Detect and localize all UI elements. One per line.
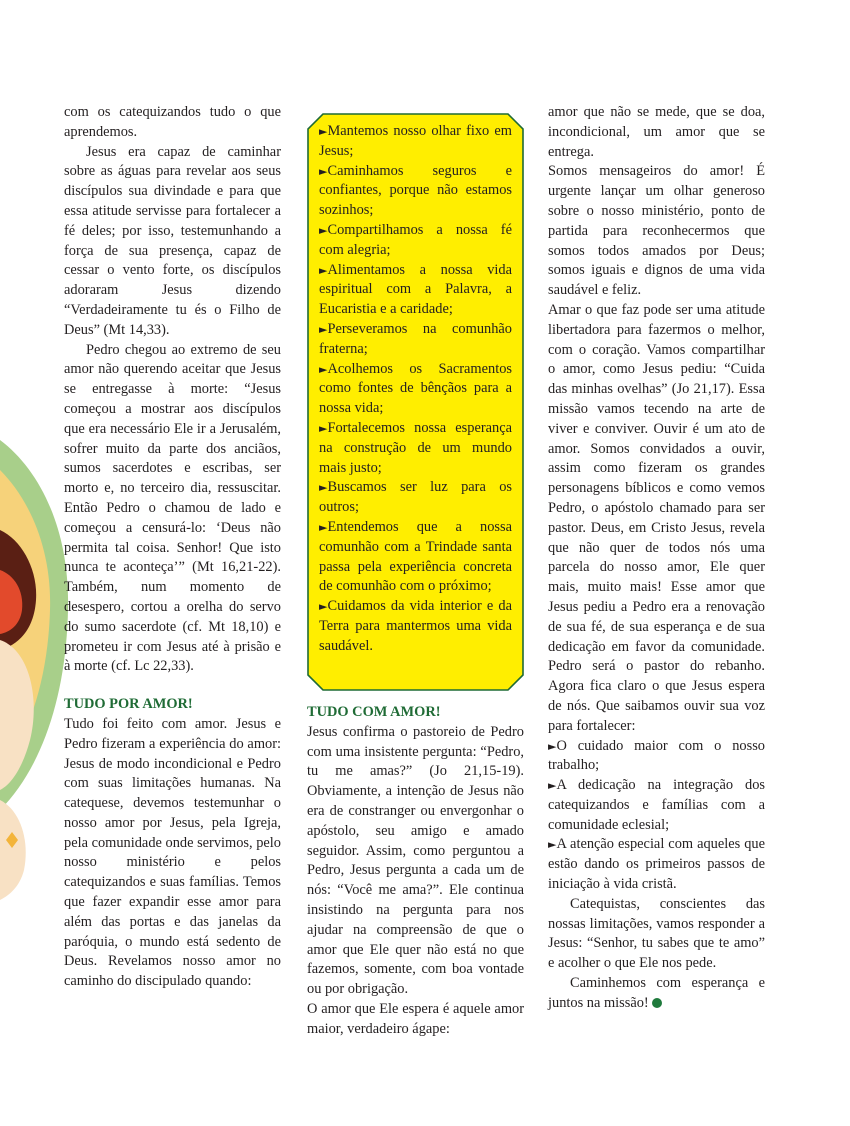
triangle-bullet-icon: ► bbox=[319, 223, 328, 237]
paragraph: Pedro chegou ao extremo de seu amor não querendo aceitar que Jesus se entregasse à morte: “Jesus começou a mostrar aos discípulos que era necessário Ele ir a Jerusalém, sofrer muito da parte dos anciãos, sumos sacerdotes e escribas, ser morto e, no terceiro dia, ressuscitar. Então Pedro o chamou de lado e começou a censurá-lo: ‘Deus não permita tal coisa. Senhor! Que isto nunca te aconteça’” (Mt 16,21-22). Também, num momento de desespero, cortou a orelha do servo do sumo sacerdote (cf. Mt 18,10) e prometeu ir com Jesus até à prisão e à morte (cf. Lc 22,33). bbox=[64, 341, 281, 675]
triangle-bullet-icon: ► bbox=[548, 739, 557, 753]
paragraph: Amar o que faz pode ser uma atitude libertadora para fazermos o melhor, com o coração. Vamos compartilhar o amor, como Jesus pediu: “Cuida das minhas ovelhas” (Jo 21,17). Essa missão vamos tecendo na arte de viver e conviver. Ouvir é um ato de amor. Somos convidados a ouvir, assim como fizeram os grandes personagens bíblicos e como vemos Pedro, o apóstolo chamado para ser pastor. Deus, em Cristo Jesus, revela que não quer de todos nós uma parcela do nosso amor, Ele quer mais, muito mais! Esse amor que Jesus pediu a Pedro era a renovação de sua fé, de sua esperança e de sua dedicação em favor da comunidade. Pedro será o pastor do rebanho. Agora fica claro o que Jesus espera de nós. Que saibamos ouvir sua voz para fortalecer: bbox=[548, 301, 765, 734]
triangle-bullet-icon: ► bbox=[548, 779, 557, 793]
list-item: ►Fortalecemos nossa esperança na construção de um mundo mais justo; bbox=[319, 419, 512, 476]
paragraph: Catequistas, conscientes das nossas limitações, vamos responder a Jesus: “Senhor, tu sabes que te amo” e acolher o que Ele nos pede. bbox=[548, 895, 765, 972]
triangle-bullet-icon: ► bbox=[319, 421, 328, 435]
paragraph: O amor que Ele espera é aquele amor maior, verdadeiro ágape: bbox=[307, 1000, 524, 1037]
column-left bbox=[64, 103, 281, 992]
paragraph: Jesus confirma o pastoreio de Pedro com uma insistente pergunta: “Pedro, tu me amas?” (Jo 21,15-19). Obviamente, a intenção de Jesus não era de constranger ou envergonhar o apóstolo, seu amigo e amado seguidor. Assim, como perguntou a Pedro, Jesus pergunta a cada um de nós: “Você me ama?”. Ele continua insistindo na pergunta para nos ajudar na compreensão de que o amor que Ele quer não está no que fazemos, somente, com boa vontade ou por obrigação. bbox=[307, 723, 524, 998]
column-right bbox=[548, 103, 765, 1014]
paragraph: Jesus era capaz de caminhar sobre as águas para revelar aos seus discípulos sua divindade e para que essa atitude servisse para fortalecer a fé deles; por isso, testemunhando a força de sua presença, capaz de cessar o vento forte, os discípulos adoraram Jesus dizendo “Verdadeiramente tu és o Filho de Deus” (Mt 14,33). bbox=[64, 143, 281, 338]
paragraph: com os catequizandos tudo o que aprendemos. bbox=[64, 104, 281, 140]
list-item: ►A atenção especial com aqueles que estão dando os primeiros passos de iniciação à vida cristã. bbox=[548, 836, 765, 893]
triangle-bullet-icon: ► bbox=[319, 481, 328, 495]
paragraph: Somos mensageiros do amor! É urgente lançar um olhar generoso sobre o nosso ministério, ponto de partida para reconhecermos que somos todos amados por Deus; somos iguais e dignos de uma vida saudável e feliz. bbox=[548, 163, 765, 299]
section-heading: TUDO COM AMOR! bbox=[307, 704, 441, 720]
list-item: ►Mantemos nosso olhar fixo em Jesus; bbox=[319, 123, 512, 159]
list-item: ►Buscamos ser luz para os outros; bbox=[319, 479, 512, 516]
triangle-bullet-icon: ► bbox=[319, 263, 328, 277]
list-item: ►Perseveramos na comunhão fraterna; bbox=[319, 320, 512, 357]
list-item: ►Alimentamos a nossa vida espiritual com a Palavra, a Eucaristia e a caridade; bbox=[319, 261, 512, 318]
triangle-bullet-icon: ► bbox=[319, 600, 328, 614]
paragraph: amor que não se mede, que se doa, incondicional, um amor que se entrega. bbox=[548, 104, 765, 160]
list-item: ►Entendemos que a nossa comunhão com a Trindade santa passa pela experiência concreta de comunhão com o próximo; bbox=[319, 518, 512, 595]
section-heading: TUDO POR AMOR! bbox=[64, 696, 193, 713]
triangle-bullet-icon: ► bbox=[319, 125, 328, 138]
list-item: ►Compartilhamos a nossa fé com alegria; bbox=[319, 221, 512, 258]
triangle-bullet-icon: ► bbox=[319, 520, 328, 534]
paragraph: Caminhemos com esperança e juntos na missão! bbox=[548, 975, 765, 1011]
triangle-bullet-icon: ► bbox=[319, 362, 328, 376]
list-item: ►A dedicação na integração dos catequizandos e famílias com a comunidade eclesial; bbox=[548, 777, 765, 833]
list-item: ►Acolhemos os Sacramentos como fontes de bênçãos para a nossa vida; bbox=[319, 360, 512, 417]
triangle-bullet-icon: ► bbox=[319, 322, 328, 336]
triangle-bullet-icon: ► bbox=[548, 838, 557, 852]
list-item: ►Caminhamos seguros e confiantes, porque não estamos sozinhos; bbox=[319, 162, 512, 219]
list-item: ►Cuidamos da vida interior e da Terra para mantermos uma vida saudável. bbox=[319, 598, 512, 654]
list-item: ►O cuidado maior com o nosso trabalho; bbox=[548, 737, 765, 774]
triangle-bullet-icon: ► bbox=[319, 164, 328, 178]
end-mark-dot-icon bbox=[652, 998, 662, 1008]
paragraph: Tudo foi feito com amor. Jesus e Pedro fizeram a experiência do amor: Jesus de modo incondicional e Pedro com suas limitações humanas. Na catequese, devemos testemunhar o nosso amor por Jesus, pela Igreja, pela comunidade onde servimos, pelo nosso ministério e pelos catequizandos e suas famílias. Temos que fazer expandir esse amor para além das portas e das janelas da paróquia, o mundo está sedento de Deus. Revelamos nosso amor no caminho do discipulado quando: bbox=[64, 715, 281, 990]
column-middle bbox=[307, 103, 524, 1040]
highlight-list bbox=[307, 113, 524, 691]
highlight-box bbox=[307, 113, 524, 691]
decorative-illustration bbox=[0, 440, 70, 900]
